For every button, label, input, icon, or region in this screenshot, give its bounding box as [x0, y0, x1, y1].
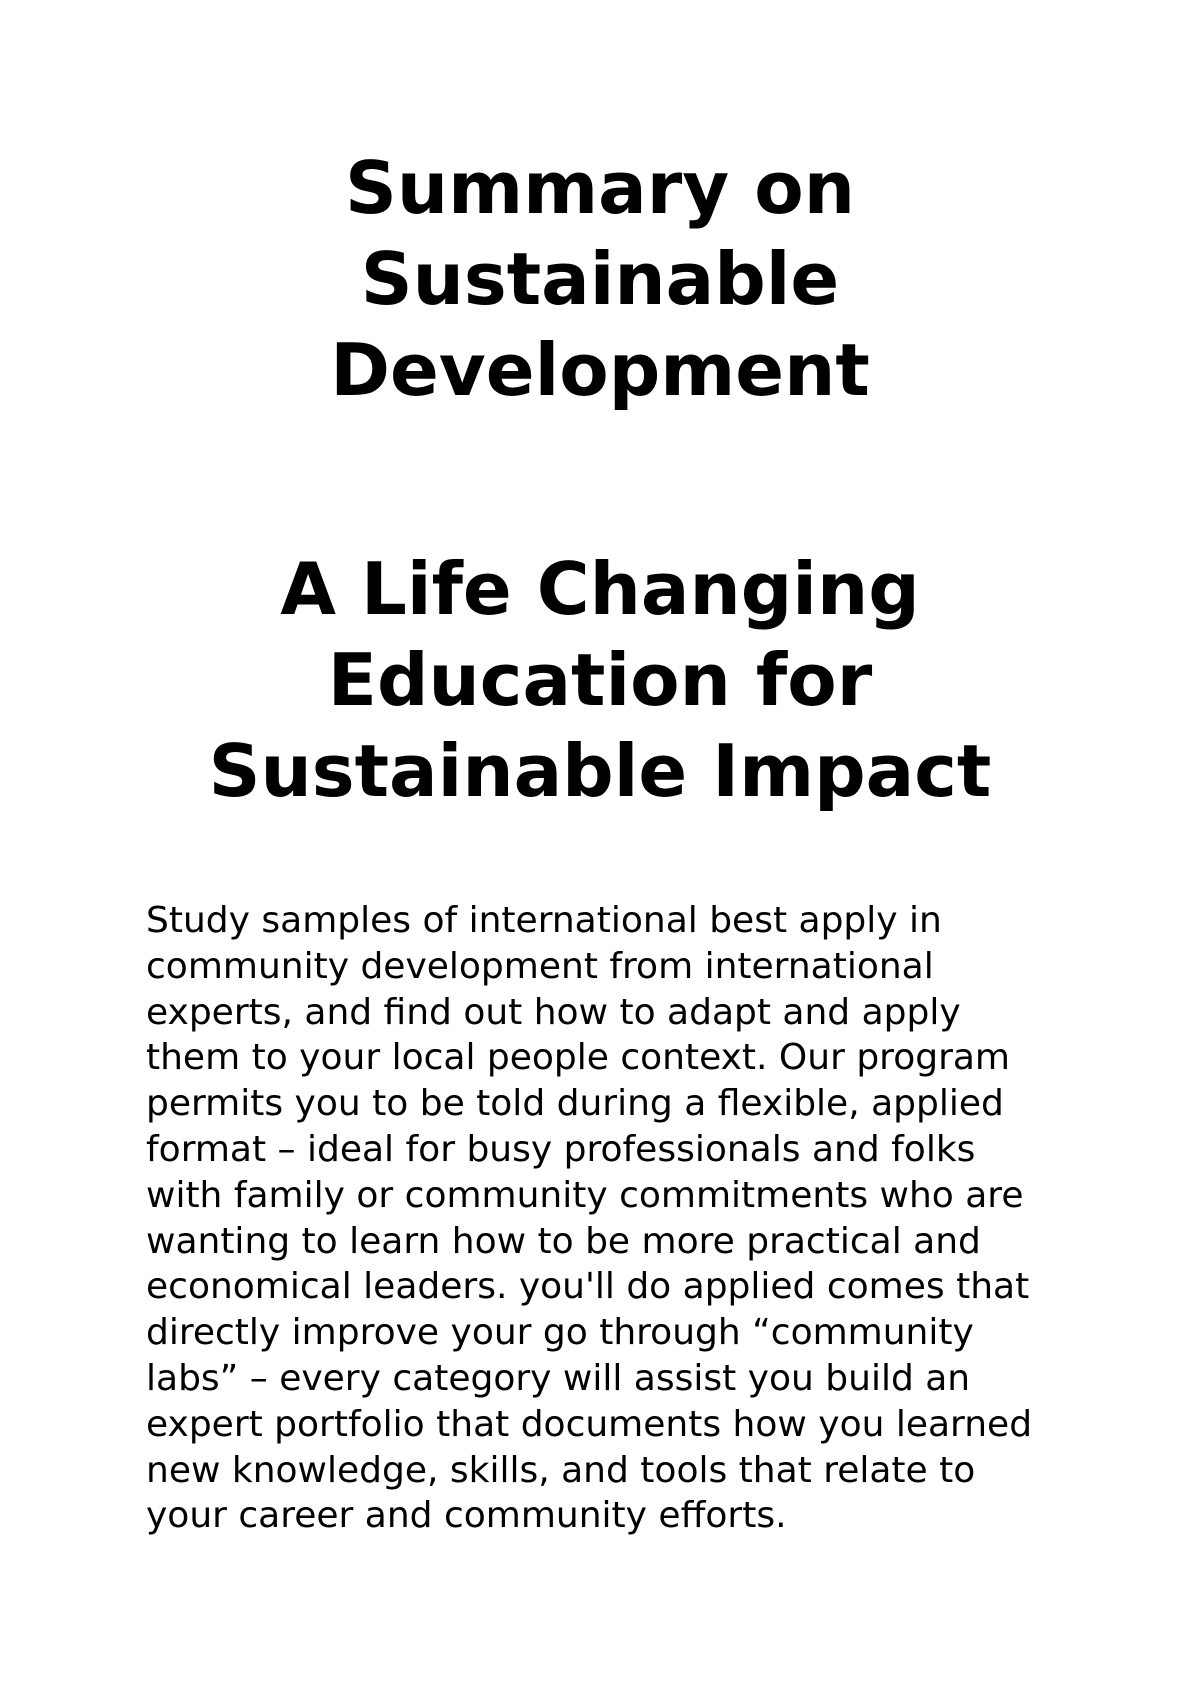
body-line: labs” – every category will assist you build an [146, 1357, 971, 1399]
body-line: format – ideal for busy professionals and folks [146, 1128, 976, 1170]
body-line: Study samples of international best apply in [146, 900, 942, 941]
body-line: economical leaders. you'll do applied comes that [146, 1266, 1030, 1308]
document-title [0, 143, 1200, 416]
body-line: community development from international [146, 945, 934, 987]
document-subtitle [0, 544, 1200, 817]
body-line: your career and community efforts. [146, 1495, 787, 1537]
body-line: them to your local people context. Our program [146, 1037, 1010, 1079]
title-line: Development [330, 328, 870, 412]
title-line: Sustainable [360, 237, 840, 321]
subtitle-line: Education for [327, 638, 873, 722]
subtitle-line: A Life Changing [280, 547, 920, 631]
body-line: directly improve your go through “community [146, 1312, 974, 1354]
title-line: Summary on [345, 146, 855, 230]
body-line: experts, and find out how to adapt and apply [146, 991, 961, 1033]
body-line: with family or community commitments who are [146, 1174, 1024, 1216]
body-line: expert portfolio that documents how you learned [146, 1403, 1033, 1445]
body-line: permits you to be told during a flexible, applied [146, 1083, 1004, 1125]
body-line: new knowledge, skills, and tools that relate to [146, 1449, 976, 1491]
body-paragraph [146, 898, 1066, 1539]
body-line: wanting to learn how to be more practical and [146, 1220, 981, 1262]
subtitle-line: Sustainable Impact [208, 729, 992, 813]
